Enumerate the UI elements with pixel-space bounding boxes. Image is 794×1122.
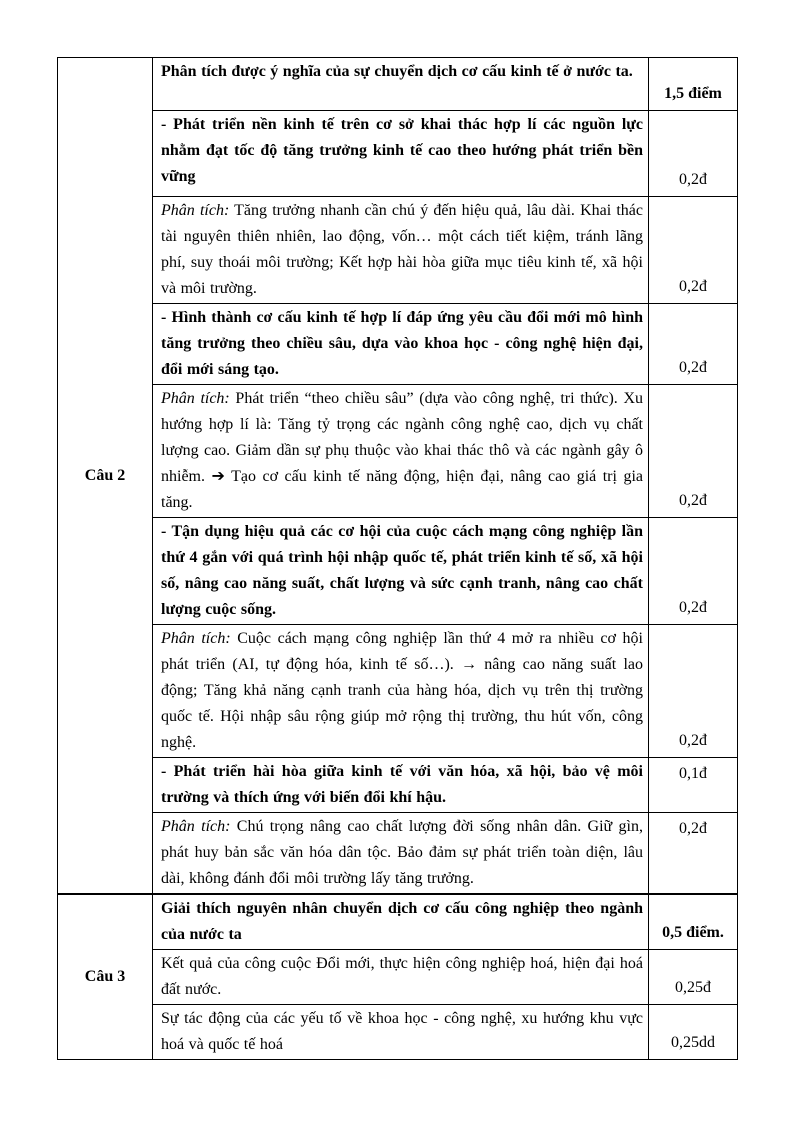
points-value: 0,2đ — [649, 813, 738, 895]
points-value: 0,2đ — [649, 625, 738, 758]
answer-key-table — [57, 57, 738, 1060]
table-row — [58, 518, 738, 625]
analysis-label: Phân tích: — [161, 390, 230, 407]
criterion-text — [153, 758, 649, 813]
criterion-text — [153, 518, 649, 625]
criterion-point: Sự tác động của các yếu tố về khoa học - công nghệ, xu hướng khu vực hoá và quốc tế hoá — [161, 1010, 643, 1053]
analysis-text: Phát triển “theo chiều sâu” (dựa vào công nghệ, tri thức). Xu hướng hợp lí là: Tăng tỷ trọng các ngành công nghệ cao, dịch vụ chất lượng cao. Giảm dần sự phụ thuộc vào khai thác thô và các ngành gây ô nhiễm. ➔ Tạo cơ cấu kinh tế năng động, hiện đại, nâng cao giá trị gia tăng. — [161, 390, 644, 511]
criterion-heading: Giải thích nguyên nhân chuyển dịch cơ cấu công nghiệp theo ngành của nước ta — [161, 900, 643, 943]
analysis-label: Phân tích: — [161, 202, 230, 219]
criterion-point: - Tận dụng hiệu quả các cơ hội của cuộc cách mạng công nghiệp lần thứ 4 gắn với quá trình hội nhập quốc tế, phát triển kinh tế số, xã hội số, nâng cao năng suất, chất lượng và sức cạnh tranh, nâng cao chất lượng cuộc sống. — [161, 523, 643, 618]
table-row — [58, 197, 738, 304]
criterion-text — [153, 625, 649, 758]
analysis-text: Tăng trưởng nhanh cần chú ý đến hiệu quả, lâu dài. Khai thác tài nguyên thiên nhiên, lao động, vốn… một cách tiết kiệm, tránh lãng phí, suy thoái môi trường; Kết hợp hài hòa giữa mục tiêu kinh tế, xã hội và môi trường. — [161, 202, 643, 297]
criterion-point: - Hình thành cơ cấu kinh tế hợp lí đáp ứng yêu cầu đổi mới mô hình tăng trưởng theo chiều sâu, dựa vào khoa học - công nghệ hiện đại, đổi mới sáng tạo. — [161, 309, 643, 378]
table-row — [58, 111, 738, 197]
points-value: 0,2đ — [649, 197, 738, 304]
criterion-point: - Phát triển hài hòa giữa kinh tế với văn hóa, xã hội, bảo vệ môi trường và thích ứng với biến đổi khí hậu. — [161, 763, 643, 806]
analysis-text: Chú trọng nâng cao chất lượng đời sống nhân dân. Giữ gìn, phát huy bản sắc văn hóa dân tộc. Bảo đảm sự phát triển toàn diện, lâu dài, không đánh đổi môi trường lấy tăng trưởng. — [161, 818, 643, 887]
points-value: 0,25dd — [649, 1005, 738, 1060]
criterion-text — [153, 813, 649, 895]
question-label-cau-2: Câu 2 — [58, 58, 153, 895]
criterion-point: Kết quả của công cuộc Đổi mới, thực hiện công nghiệp hoá, hiện đại hoá đất nước. — [161, 955, 643, 998]
table-row — [58, 304, 738, 385]
question-label-cau-3: Câu 3 — [58, 894, 153, 1060]
criterion-text — [153, 385, 649, 518]
criterion-text — [153, 58, 649, 111]
table-row — [58, 625, 738, 758]
points-value: 0,2đ — [649, 111, 738, 197]
criterion-text — [153, 1005, 649, 1060]
analysis-text: Cuộc cách mạng công nghiệp lần thứ 4 mở ra nhiều cơ hội phát triển (AI, tự động hóa, kinh tế số…). → nâng cao năng suất lao động; Tăng khả năng cạnh tranh của hàng hóa, dịch vụ trên thị trường quốc tế. Hội nhập sâu rộng giúp mở rộng thị trường, thu hút vốn, công nghệ. — [161, 630, 644, 751]
points-value: 0,25đ — [649, 950, 738, 1005]
table-row — [58, 950, 738, 1005]
table-row — [58, 894, 738, 950]
table-row — [58, 758, 738, 813]
table-row — [58, 385, 738, 518]
analysis-label: Phân tích: — [161, 630, 231, 647]
criterion-text — [153, 304, 649, 385]
points-value: 0,2đ — [649, 518, 738, 625]
criterion-point: - Phát triển nền kinh tế trên cơ sở khai thác hợp lí các nguồn lực nhằm đạt tốc độ tăng trưởng kinh tế cao theo hướng phát triển bền vững — [161, 116, 643, 185]
points-value: 1,5 điểm — [649, 58, 738, 111]
analysis-label: Phân tích: — [161, 818, 231, 835]
points-value: 0,2đ — [649, 304, 738, 385]
points-value: 0,1đ — [649, 758, 738, 813]
criterion-text — [153, 111, 649, 197]
criterion-text — [153, 197, 649, 304]
criterion-heading: Phân tích được ý nghĩa của sự chuyển dịch cơ cấu kinh tế ở nước ta. — [161, 63, 633, 80]
table-row — [58, 58, 738, 111]
table-row — [58, 1005, 738, 1060]
criterion-text — [153, 894, 649, 950]
criterion-text — [153, 950, 649, 1005]
table-row — [58, 813, 738, 895]
points-value: 0,2đ — [649, 385, 738, 518]
points-value: 0,5 điểm. — [649, 894, 738, 950]
